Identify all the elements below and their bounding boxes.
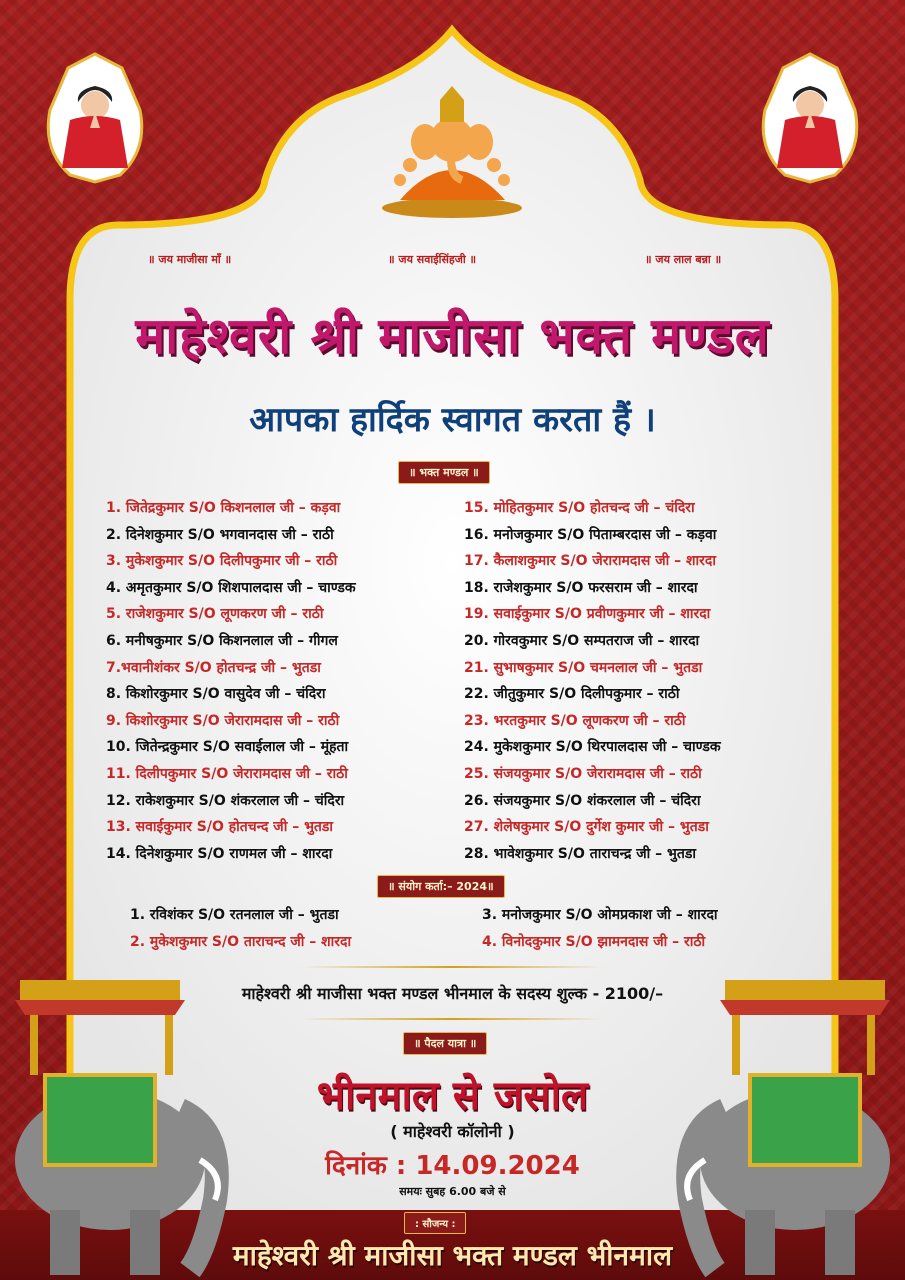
member-row: 5. राजेशकुमार S/O लूणकरण जी – राठी (106, 606, 324, 623)
organizers-list-left (130, 902, 351, 956)
membership-fee-text: माहेश्वरी श्री माजीसा भक्त मण्डल भीनमाल के सदस्य शुल्क - 2100/– (241, 984, 664, 1003)
member-row: 19. सवाईकुमार S/O प्रवीणकुमार जी – शारदा (464, 606, 711, 623)
event-time: समयः सुबह 6.00 बजे से (399, 1185, 506, 1198)
ganesha-icon (370, 80, 535, 220)
elephant-left-icon (0, 970, 230, 1280)
member-row: 25. संजयकुमार S/O जेरारामदास जी – राठी (464, 765, 702, 782)
member-row: 24. मुकेशकुमार S/O थिरपालदास जी – चाण्डक (464, 739, 721, 756)
member-row: 1. जितेद्रकुमार S/O किशनलाल जी – कड़वा (106, 500, 341, 516)
divider (300, 966, 605, 968)
walk-section-label: ॥ पैदल यात्रा ॥ (403, 1032, 487, 1055)
jay-lalbanna-text: ॥ जय लाल बन्ना ॥ (645, 253, 722, 266)
member-row: 16. मनोजकुमार S/O पिताम्बरदास जी – कड़वा (464, 526, 717, 543)
organizer-row: 3. मनोजकुमार S/O ओमप्रकाश जी – शारदा (482, 907, 718, 923)
devotee-right-icon (755, 50, 865, 185)
member-row: 2. दिनेशकुमार S/O भगवानदास जी – राठी (106, 526, 334, 543)
jay-sawaisingh-text: ॥ जय सवाईसिंहजी ॥ (388, 253, 477, 266)
organizer-row: 2. मुकेशकुमार S/O ताराचन्द जी – शारदा (130, 934, 352, 950)
member-row: 26. संजयकुमार S/O शंकरलाल जी – चंदिरा (464, 792, 701, 809)
organizers-section-label: ॥ संयोग कर्ता:– 2024॥ (377, 875, 505, 898)
journey-destination: भीनमाल से जसोल (316, 1073, 589, 1119)
welcome-subtitle: आपका हार्दिक स्वागत करता हैं । (249, 400, 656, 440)
member-row: 20. गोरवकुमार S/O सम्पतराज जी – शारदा (464, 632, 700, 649)
organizer-row: 1. रविशंकर S/O रतनलाल जी – भुतडा (130, 907, 339, 923)
member-row: 14. दिनेशकुमार S/O राणमल जी – शारदा (106, 845, 333, 862)
member-row: 10. जितेन्द्रकुमार S/O सवाईलाल जी – मूंहता (106, 739, 349, 756)
member-row: 21. सुभाषकुमार S/O चमनलाल जी – भुतडा (464, 659, 703, 676)
member-row: 17. कैलाशकुमार S/O जेरारामदास जी – शारदा (464, 553, 716, 570)
member-row: 4. अमृतकुमार S/O शिशपालदास जी – चाण्डक (106, 579, 356, 596)
member-row: 9. किशोरकुमार S/O जेरारामदास जी – राठी (106, 712, 340, 729)
member-row: 3. मुकेशकुमार S/O दिलीपकुमार जी – राठी (106, 553, 338, 570)
elephant-right-icon (675, 970, 905, 1280)
jay-majisa-text: ॥ जय माजीसा माँ ॥ (148, 253, 232, 266)
devotee-left-icon (40, 50, 150, 185)
member-row: 27. शेलेषकुमार S/O दुर्गेश कुमार जी – भुतडा (464, 819, 709, 836)
organizers-list-right (482, 902, 718, 956)
member-row: 7.भवानीशंकर S/O होतचन्द्र जी – भुतडा (106, 659, 321, 676)
organizer-row: 4. विनोदकुमार S/O झामनदास जी – राठी (482, 934, 706, 950)
member-row: 18. राजेशकुमार S/O फरसराम जी – शारदा (464, 579, 698, 596)
page-title: माहेश्वरी श्री माजीसा भक्त मण्डल (135, 307, 770, 365)
member-row: 22. जीतुकुमार S/O दिलीपकुमार – राठी (464, 686, 680, 703)
members-list-left (106, 495, 356, 867)
courtesy-label: : सौजन्य : (404, 1212, 466, 1234)
member-row: 28. भावेशकुमार S/O ताराचन्द्र जी – भुतडा (464, 845, 696, 862)
colony-text: ( माहेश्वरी कॉलोनी ) (390, 1122, 515, 1141)
members-list-right (464, 495, 721, 867)
member-row: 8. किशोरकुमार S/O वासुदेव जी – चंदिरा (106, 686, 326, 703)
member-row: 23. भरतकुमार S/O लूणकरण जी – राठी (464, 712, 686, 729)
member-row: 12. राकेशकुमार S/O शंकरलाल जी – चंदिरा (106, 792, 345, 809)
members-section-label: ॥ भक्त मण्डल ॥ (398, 461, 490, 484)
divider (300, 1018, 605, 1020)
event-date: दिनांक : 14.09.2024 (325, 1151, 580, 1181)
member-row: 13. सवाईकुमार S/O होतचन्द जी – भुतडा (106, 819, 334, 836)
member-row: 11. दिलीपकुमार S/O जेरारामदास जी – राठी (106, 765, 348, 782)
member-row: 6. मनीषकुमार S/O किशनलाल जी – गीगल (106, 632, 338, 649)
member-row: 15. मोहितकुमार S/O होतचन्द जी – चंदिरा (464, 500, 695, 516)
footer-title: माहेश्वरी श्री माजीसा भक्त मण्डल भीनमाल (232, 1239, 673, 1272)
